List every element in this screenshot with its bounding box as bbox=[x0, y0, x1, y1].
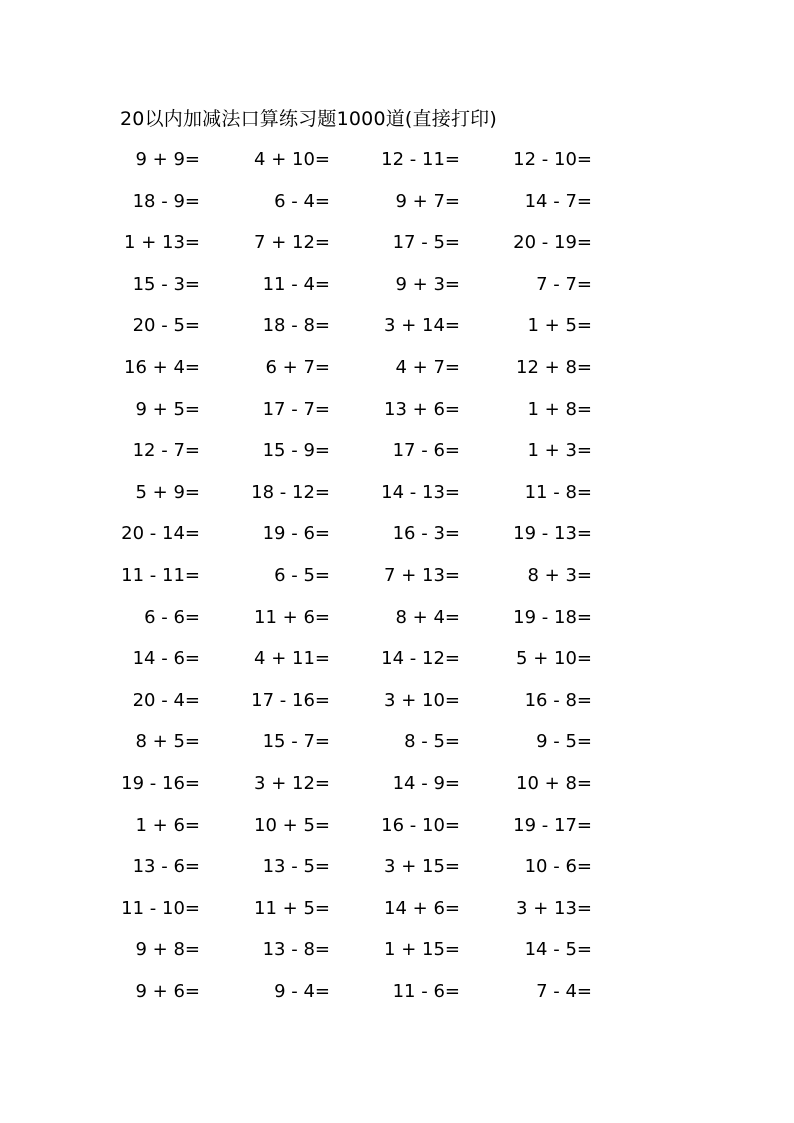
math-problem: 5 + 9= bbox=[135, 481, 200, 503]
math-problem: 15 - 7= bbox=[262, 731, 330, 753]
math-problem: 6 - 4= bbox=[274, 190, 330, 212]
math-problem: 19 - 6= bbox=[262, 523, 330, 545]
math-problem: 11 - 11= bbox=[121, 565, 200, 586]
math-problem: 9 + 5= bbox=[135, 398, 200, 420]
math-problem: 20 - 14= bbox=[121, 523, 200, 545]
math-problem: 14 - 6= bbox=[132, 648, 200, 670]
math-problem: 10 + 5= bbox=[254, 814, 330, 836]
math-problem: 7 + 12= bbox=[254, 232, 330, 254]
math-problem: 11 - 6= bbox=[392, 981, 460, 1002]
math-problem: 9 + 9= bbox=[135, 149, 200, 170]
math-problem: 11 - 4= bbox=[262, 273, 330, 295]
math-problem: 12 - 11= bbox=[381, 149, 460, 170]
math-problem: 17 - 6= bbox=[392, 440, 460, 462]
math-problem: 12 + 8= bbox=[516, 357, 592, 378]
math-problem: 13 - 6= bbox=[132, 856, 200, 878]
math-problem: 18 - 9= bbox=[132, 190, 200, 212]
math-problem: 10 + 8= bbox=[516, 773, 592, 794]
math-problem: 8 + 4= bbox=[395, 606, 460, 628]
math-problem: 1 + 3= bbox=[527, 440, 592, 462]
math-problem: 19 - 16= bbox=[121, 773, 200, 794]
math-problem: 16 + 4= bbox=[124, 357, 200, 378]
math-problem: 1 + 5= bbox=[527, 315, 592, 337]
math-problem: 19 - 17= bbox=[513, 814, 592, 836]
math-problem: 1 + 6= bbox=[135, 814, 200, 836]
math-problem: 3 + 10= bbox=[384, 689, 460, 711]
math-problem: 11 - 10= bbox=[121, 897, 200, 919]
math-problem: 20 - 19= bbox=[513, 232, 592, 254]
math-problem: 18 - 8= bbox=[262, 315, 330, 337]
math-problem: 1 + 15= bbox=[384, 939, 460, 961]
math-problem: 3 + 15= bbox=[384, 856, 460, 878]
math-problem: 16 - 10= bbox=[381, 814, 460, 836]
math-problem: 4 + 11= bbox=[254, 648, 330, 670]
math-problem: 7 - 4= bbox=[536, 981, 592, 1002]
math-problem: 12 - 7= bbox=[132, 440, 200, 462]
math-problem: 1 + 13= bbox=[124, 232, 200, 254]
math-problem: 14 - 12= bbox=[381, 648, 460, 670]
math-problem: 18 - 12= bbox=[251, 481, 330, 503]
math-problem: 8 - 5= bbox=[404, 731, 460, 753]
math-problem: 9 + 7= bbox=[395, 190, 460, 212]
math-problem: 7 - 7= bbox=[536, 273, 592, 295]
math-problem: 6 - 6= bbox=[144, 606, 200, 628]
math-problem: 20 - 5= bbox=[132, 315, 200, 337]
math-problem: 10 - 6= bbox=[524, 856, 592, 878]
math-problem: 14 - 7= bbox=[524, 190, 592, 212]
math-problem: 14 - 5= bbox=[524, 939, 592, 961]
math-problem: 11 - 8= bbox=[524, 481, 592, 503]
math-problem: 4 + 7= bbox=[395, 357, 460, 378]
math-problem: 9 + 8= bbox=[135, 939, 200, 961]
math-problem: 20 - 4= bbox=[132, 689, 200, 711]
math-problem: 17 - 5= bbox=[392, 232, 460, 254]
math-problem: 3 + 12= bbox=[254, 773, 330, 794]
math-problem: 14 + 6= bbox=[384, 897, 460, 919]
math-problem: 7 + 13= bbox=[384, 565, 460, 586]
math-problem: 17 - 7= bbox=[262, 398, 330, 420]
math-problem: 4 + 10= bbox=[254, 149, 330, 170]
math-problem: 3 + 14= bbox=[384, 315, 460, 337]
math-problem: 9 + 6= bbox=[135, 981, 200, 1002]
math-problem: 9 - 5= bbox=[536, 731, 592, 753]
math-problem: 9 + 3= bbox=[395, 273, 460, 295]
math-problem: 8 + 5= bbox=[135, 731, 200, 753]
page-title: 20以内加减法口算练习题1000道(直接打印) bbox=[120, 108, 497, 130]
math-problem: 12 - 10= bbox=[513, 149, 592, 170]
math-problem: 16 - 3= bbox=[392, 523, 460, 545]
math-problem: 15 - 3= bbox=[132, 273, 200, 295]
math-problem: 13 + 6= bbox=[384, 398, 460, 420]
math-problem: 13 - 8= bbox=[262, 939, 330, 961]
math-problem: 5 + 10= bbox=[516, 648, 592, 670]
math-problem: 11 + 5= bbox=[254, 897, 330, 919]
math-problem: 6 - 5= bbox=[274, 565, 330, 586]
math-problem: 1 + 8= bbox=[527, 398, 592, 420]
math-problem: 9 - 4= bbox=[274, 981, 330, 1002]
math-problem: 14 - 13= bbox=[381, 481, 460, 503]
math-problem: 17 - 16= bbox=[251, 689, 330, 711]
math-problem: 13 - 5= bbox=[262, 856, 330, 878]
math-problem: 8 + 3= bbox=[527, 565, 592, 586]
math-problem: 19 - 13= bbox=[513, 523, 592, 545]
math-problem: 6 + 7= bbox=[265, 357, 330, 378]
math-problem: 11 + 6= bbox=[254, 606, 330, 628]
math-problem: 16 - 8= bbox=[524, 689, 592, 711]
math-problem: 3 + 13= bbox=[516, 897, 592, 919]
math-problem: 19 - 18= bbox=[513, 606, 592, 628]
math-problem: 15 - 9= bbox=[262, 440, 330, 462]
math-problem: 14 - 9= bbox=[392, 773, 460, 794]
